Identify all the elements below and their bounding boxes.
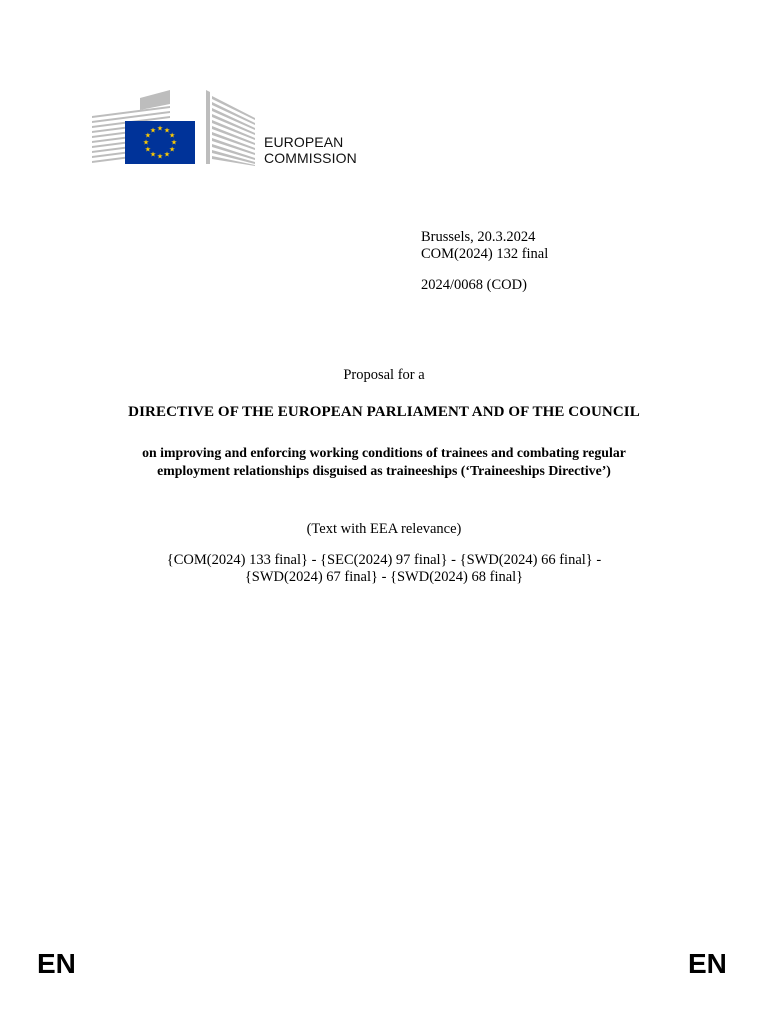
svg-text:★: ★ bbox=[144, 131, 152, 140]
svg-text:★: ★ bbox=[170, 138, 178, 147]
procedure-number: 2024/0068 (COD) bbox=[421, 277, 527, 293]
place-date: Brussels, 20.3.2024 bbox=[421, 229, 536, 245]
svg-text:★: ★ bbox=[142, 138, 150, 147]
org-name-line1: EUROPEAN bbox=[264, 134, 344, 150]
svg-text:★: ★ bbox=[149, 150, 157, 159]
svg-text:★: ★ bbox=[156, 124, 164, 133]
org-name-line2: COMMISSION bbox=[264, 150, 357, 166]
svg-text:★: ★ bbox=[156, 152, 164, 161]
language-code-right: EN bbox=[688, 948, 727, 979]
refs-line1: {COM(2024) 133 final} - {SEC(2024) 97 final} - {SWD(2024) 66 final} - bbox=[166, 552, 602, 568]
subject-line1: on improving and enforcing working conditions of trainees and combating regular bbox=[142, 445, 626, 460]
eea-relevance-note: (Text with EEA relevance) bbox=[306, 521, 462, 537]
eu-flag-berlaymont-logo-icon bbox=[90, 88, 260, 168]
document-metadata bbox=[421, 229, 548, 294]
svg-text:★: ★ bbox=[144, 145, 152, 154]
document-reference: COM(2024) 132 final bbox=[421, 246, 549, 262]
svg-text:★: ★ bbox=[163, 150, 171, 159]
proposal-intro: Proposal for a bbox=[343, 367, 425, 383]
subject-line2: employment relationships disguised as traineeships (‘Traineeships Directive’) bbox=[157, 463, 611, 478]
directive-subject bbox=[0, 444, 768, 480]
svg-text:★: ★ bbox=[168, 145, 176, 154]
european-commission-logo bbox=[90, 88, 260, 168]
refs-line2: {SWD(2024) 67 final} - {SWD(2024) 68 final} bbox=[244, 569, 524, 585]
directive-title: DIRECTIVE OF THE EUROPEAN PARLIAMENT AND OF THE COUNCIL bbox=[128, 404, 640, 420]
svg-text:★: ★ bbox=[168, 131, 176, 140]
svg-text:★: ★ bbox=[163, 126, 171, 135]
svg-text:★: ★ bbox=[149, 126, 157, 135]
related-documents bbox=[0, 552, 768, 586]
organisation-name bbox=[264, 134, 357, 166]
language-code-left: EN bbox=[37, 948, 76, 979]
